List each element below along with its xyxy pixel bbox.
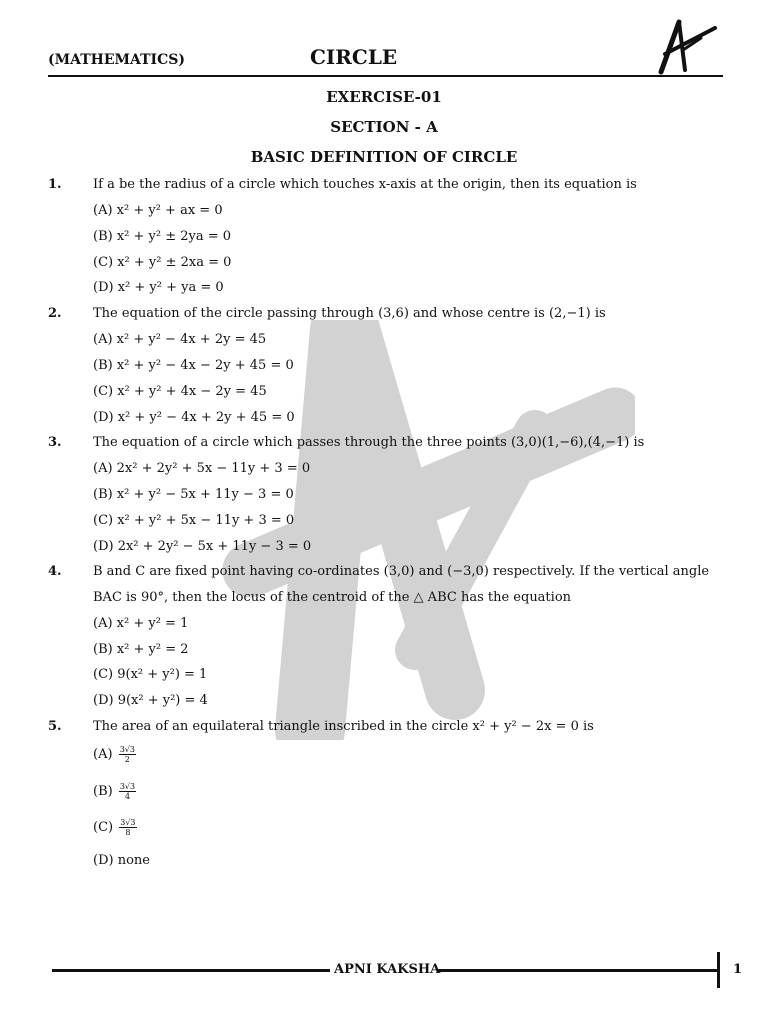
- fraction-numerator: 3√3: [120, 818, 136, 827]
- question-number: 4.: [48, 564, 62, 579]
- question-stem: The equation of a circle which passes through the three points (3,0)(1,−6),(4,−1) is: [93, 435, 645, 450]
- header-divider: [48, 75, 723, 77]
- question-stem: B and C are fixed point having co-ordinates (3,0) and (−3,0) respectively. If the vertical angle: [93, 564, 710, 579]
- question-5-option-d: [93, 852, 150, 870]
- question-2-option-d: (D) x² + y² − 4x + 2y + 45 = 0: [93, 410, 295, 425]
- page-header: [48, 44, 723, 76]
- question-5-option-b: [93, 782, 136, 801]
- option-label: (B): [93, 784, 113, 799]
- footer-brand: APNI KAKSHA: [334, 962, 441, 977]
- question-5-option-a: [93, 745, 136, 764]
- question-stem: The area of an equilateral triangle inscribed in the circle x² + y² − 2x = 0 is: [93, 719, 594, 734]
- question-number: 1.: [48, 177, 62, 192]
- question-3-option-c: (C) x² + y² + 5x − 11y + 3 = 0: [93, 513, 295, 528]
- question-number: 5.: [48, 719, 62, 734]
- page-number: 1: [733, 962, 743, 977]
- fraction: [119, 745, 136, 764]
- question-5-option-c: [93, 818, 137, 837]
- question-2-option-b: (B) x² + y² − 4x − 2y + 45 = 0: [93, 358, 294, 373]
- question-1-option-d: (D) x² + y² + ya = 0: [93, 280, 224, 295]
- question-number: 2.: [48, 306, 62, 321]
- option-label: (A): [93, 747, 113, 762]
- fraction-numerator: 3√3: [119, 745, 135, 754]
- footer-divider-right: [437, 969, 719, 972]
- question-number: 3.: [48, 435, 62, 450]
- subject-label: (MATHEMATICS): [48, 52, 185, 68]
- apni-kaksha-watermark-logo: [215, 320, 635, 740]
- question-4-stem-line-2: BAC is 90°, then the locus of the centroid of the △ ABC has the equation: [93, 590, 572, 605]
- question-stem: If a be the radius of a circle which touches x-axis at the origin, then its equation is: [93, 177, 637, 192]
- question-2-option-c: (C) x² + y² + 4x − 2y = 45: [93, 384, 267, 399]
- question-4-option-d: (D) 9(x² + y²) = 4: [93, 693, 208, 708]
- chapter-title: CIRCLE: [310, 45, 398, 69]
- question-4-option-c: (C) 9(x² + y²) = 1: [93, 667, 208, 682]
- fraction-denominator: 2: [124, 755, 130, 764]
- topic-heading: BASIC DEFINITION OF CIRCLE: [250, 148, 518, 166]
- question-1-option-b: (B) x² + y² ± 2ya = 0: [93, 229, 232, 244]
- fraction-numerator: 3√3: [119, 782, 136, 791]
- question-3-option-b: (B) x² + y² − 5x + 11y − 3 = 0: [93, 487, 294, 502]
- question-2-option-a: (A) x² + y² − 4x + 2y = 45: [93, 332, 267, 347]
- exercise-heading: EXERCISE-01: [326, 88, 442, 106]
- question-4-option-a: (A) x² + y² = 1: [93, 616, 189, 631]
- question-stem: The equation of the circle passing through (3,6) and whose centre is (2,−1) is: [93, 306, 606, 321]
- fraction: [119, 782, 136, 801]
- footer-divider-left: [52, 969, 330, 972]
- question-3-option-a: (A) 2x² + 2y² + 5x − 11y + 3 = 0: [93, 461, 311, 476]
- section-heading: SECTION - A: [330, 118, 438, 136]
- apni-kaksha-logo-icon: [653, 18, 723, 76]
- fraction: [119, 818, 136, 837]
- question-1-option-c: (C) x² + y² ± 2xa = 0: [93, 255, 232, 270]
- question-4-option-b: (B) x² + y² = 2: [93, 642, 189, 657]
- question-3-option-d: (D) 2x² + 2y² − 5x + 11y − 3 = 0: [93, 539, 312, 554]
- option-label: (C): [93, 820, 114, 835]
- option-label: (D) none: [93, 853, 150, 868]
- fraction-denominator: 8: [125, 828, 131, 837]
- fraction-denominator: 4: [124, 792, 131, 801]
- footer-vertical-bar: [717, 952, 720, 988]
- question-1-option-a: (A) x² + y² + ax = 0: [93, 203, 223, 218]
